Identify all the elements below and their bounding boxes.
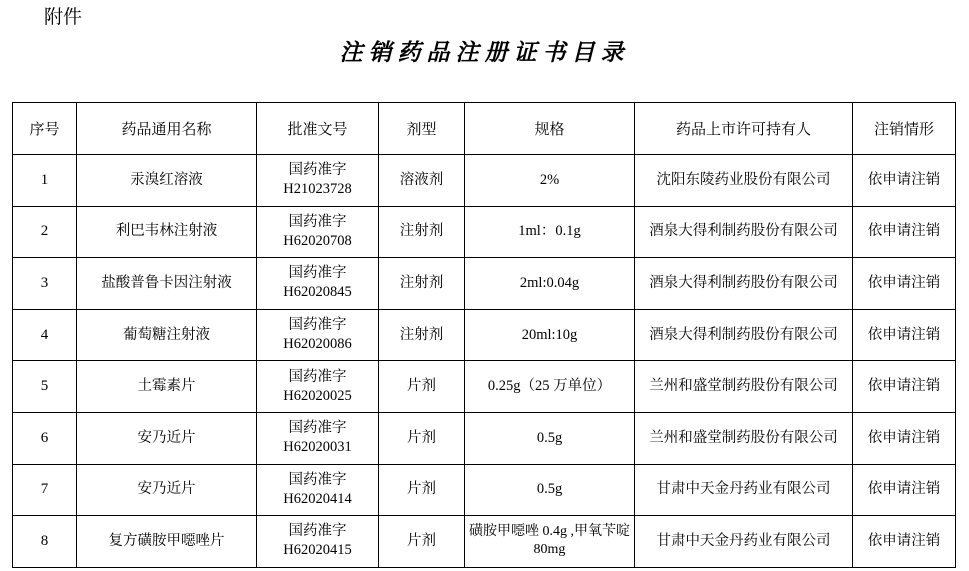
cell-holder: 兰州和盛堂制药股份有限公司: [635, 412, 853, 464]
cell-holder: 甘肃中天金丹药业有限公司: [635, 516, 853, 568]
approval-code: H62020025: [283, 387, 352, 404]
cell-holder: 酒泉大得利制药股份有限公司: [635, 258, 853, 310]
approval-code: H62020708: [283, 232, 352, 249]
cell-approval-number: [257, 412, 379, 464]
cell-approval-number: [257, 516, 379, 568]
table-row: [13, 464, 956, 516]
header-serial: 序号: [13, 103, 77, 155]
cell-approval-number: [257, 464, 379, 516]
cell-serial: 3: [13, 258, 77, 310]
table-row: [13, 206, 956, 258]
cell-serial: 4: [13, 309, 77, 361]
cell-drug-name: 安乃近片: [77, 412, 257, 464]
cell-drug-name: 复方磺胺甲噁唑片: [77, 516, 257, 568]
cell-holder: 兰州和盛堂制药股份有限公司: [635, 361, 853, 413]
cell-specification: 0.5g: [465, 464, 635, 516]
cell-status: 依申请注销: [853, 464, 956, 516]
approval-prefix: 国药准字: [288, 420, 347, 437]
cell-dosage-form: 片剂: [379, 516, 465, 568]
cell-specification: 0.25g（25 万单位）: [465, 361, 635, 413]
approval-prefix: 国药准字: [288, 471, 347, 488]
approval-prefix: 国药准字: [288, 523, 347, 540]
drug-certificate-table: [12, 102, 956, 568]
header-drug-name: 药品通用名称: [77, 103, 257, 155]
approval-prefix: 国药准字: [288, 213, 347, 230]
table-row: [13, 412, 956, 464]
attachment-label: 附件: [44, 6, 83, 28]
cell-specification: 0.5g: [465, 412, 635, 464]
cell-drug-name: 土霉素片: [77, 361, 257, 413]
document-title: 注销药品注册证书目录: [339, 39, 630, 66]
cell-approval-number: [257, 155, 379, 207]
cell-status: 依申请注销: [853, 516, 956, 568]
cell-status: 依申请注销: [853, 412, 956, 464]
cell-status: 依申请注销: [853, 258, 956, 310]
cell-drug-name: 汞溴红溶液: [77, 155, 257, 207]
approval-prefix: 国药准字: [288, 317, 347, 334]
cell-drug-name: 利巴韦林注射液: [77, 206, 257, 258]
table-row: [13, 361, 956, 413]
cell-dosage-form: 溶液剂: [379, 155, 465, 207]
approval-code: H62020414: [283, 490, 352, 507]
cell-specification: 2%: [465, 155, 635, 207]
table-row: [13, 155, 956, 207]
cell-holder: 酒泉大得利制药股份有限公司: [635, 206, 853, 258]
cell-specification: 20ml:10g: [465, 309, 635, 361]
table-row: [13, 516, 956, 568]
cell-dosage-form: 注射剂: [379, 309, 465, 361]
cell-holder: 酒泉大得利制药股份有限公司: [635, 309, 853, 361]
cell-dosage-form: 片剂: [379, 361, 465, 413]
table-row: [13, 309, 956, 361]
cell-approval-number: [257, 309, 379, 361]
table-row: [13, 258, 956, 310]
cell-approval-number: [257, 206, 379, 258]
header-dosage-form: 剂型: [379, 103, 465, 155]
cell-serial: 5: [13, 361, 77, 413]
cell-status: 依申请注销: [853, 309, 956, 361]
cell-drug-name: 盐酸普鲁卡因注射液: [77, 258, 257, 310]
cell-holder: 沈阳东陵药业股份有限公司: [635, 155, 853, 207]
cell-serial: 6: [13, 412, 77, 464]
header-approval-number: 批准文号: [257, 103, 379, 155]
cell-serial: 2: [13, 206, 77, 258]
approval-prefix: 国药准字: [288, 368, 347, 385]
cell-specification: 磺胺甲噁唑 0.4g ,甲氧苄啶 80mg: [465, 516, 635, 568]
cell-holder: 甘肃中天金丹药业有限公司: [635, 464, 853, 516]
cell-dosage-form: 片剂: [379, 464, 465, 516]
cell-approval-number: [257, 258, 379, 310]
approval-code: H62020415: [283, 542, 352, 559]
header-specification: 规格: [465, 103, 635, 155]
cell-specification: 1ml：0.1g: [465, 206, 635, 258]
approval-prefix: 国药准字: [288, 265, 347, 282]
cell-dosage-form: 注射剂: [379, 258, 465, 310]
cell-dosage-form: 片剂: [379, 412, 465, 464]
cell-serial: 1: [13, 155, 77, 207]
approval-prefix: 国药准字: [288, 162, 347, 179]
cell-serial: 7: [13, 464, 77, 516]
cell-approval-number: [257, 361, 379, 413]
cell-serial: 8: [13, 516, 77, 568]
approval-code: H62020845: [283, 284, 352, 301]
cell-status: 依申请注销: [853, 206, 956, 258]
table-header-row: [13, 103, 956, 155]
header-cancellation-status: 注销情形: [853, 103, 956, 155]
approval-code: H62020031: [283, 439, 352, 456]
approval-code: H62020086: [283, 336, 352, 353]
cell-status: 依申请注销: [853, 361, 956, 413]
approval-code: H21023728: [283, 181, 352, 198]
cell-status: 依申请注销: [853, 155, 956, 207]
cell-drug-name: 安乃近片: [77, 464, 257, 516]
header-holder: 药品上市许可持有人: [635, 103, 853, 155]
cell-specification: 2ml:0.04g: [465, 258, 635, 310]
cell-drug-name: 葡萄糖注射液: [77, 309, 257, 361]
cell-dosage-form: 注射剂: [379, 206, 465, 258]
